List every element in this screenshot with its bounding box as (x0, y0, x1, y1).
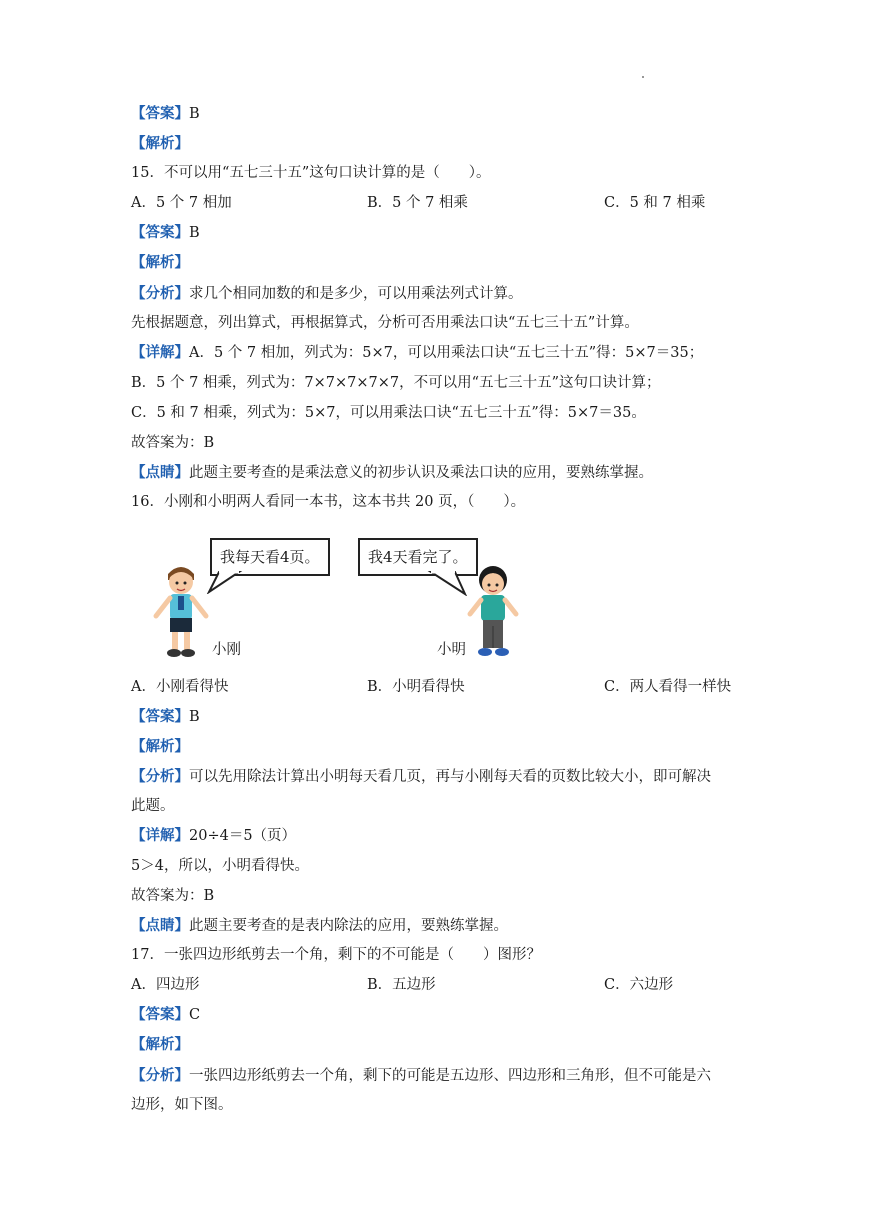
q15-xiangjie1: 【详解】A．5 个 7 相加，列式为：5×7，可以用乘法口诀“五七三十五”得：5×7＝35； (131, 344, 704, 361)
name-xiaoming: 小明 (437, 642, 466, 658)
q17-analysis: 【解析】 (131, 1036, 189, 1053)
q16-fenxi: 【分析】可以先用除法计算出小明每天看几页，再与小刚每天看的页数比较大小，即可解决 (131, 768, 711, 785)
q17-option-b: B．五边形 (367, 977, 436, 993)
q16-option-a: A．小刚看得快 (131, 679, 229, 695)
q17-option-a: A．四边形 (131, 977, 200, 993)
q17-fenxi: 【分析】一张四边形纸剪去一个角，剩下的可能是五边形、四边形和三角形，但不可能是六 (131, 1067, 711, 1084)
q15-fenxi: 【分析】求几个相同加数的和是多少，可以用乘法列式计算。 (131, 285, 523, 302)
q17-stem: 17．一张四边形纸剪去一个角，剩下的不可能是（ ）图形？ (131, 947, 541, 963)
q15-option-c: C．5 和 7 相乘 (604, 195, 706, 211)
q15-analysis: 【解析】 (131, 254, 189, 271)
q16-conclusion: 故答案为：B (131, 888, 215, 904)
q16-analysis: 【解析】 (131, 738, 189, 755)
q15-conclusion: 故答案为：B (131, 435, 215, 451)
q14-analysis: 【解析】 (131, 135, 189, 152)
q16-answer: 【答案】B (131, 708, 200, 725)
q17-option-c: C．六边形 (604, 977, 674, 993)
speech-bubble-right: 我4天看完了。 (358, 538, 478, 576)
name-xiaogang: 小刚 (212, 642, 241, 658)
q14-answer: 【答案】B (131, 105, 200, 122)
q15-xiangjie3: C．5 和 7 相乘，列式为：5×7，可以用乘法口诀“五七三十五”得：5×7＝35。 (131, 405, 646, 421)
boy-xiaogang-illustration (150, 560, 212, 660)
q15-fenxi2: 先根据题意，列出算式，再根据算式，分析可否用乘法口诀“五七三十五”计算。 (131, 315, 639, 331)
q16-xiangjie1: 【详解】20÷4＝5（页） (131, 827, 297, 844)
q15-option-a: A．5 个 7 相加 (131, 195, 232, 211)
q16-xiangjie2: 5＞4，所以，小明看得快。 (131, 858, 309, 874)
q17-fenxi-cont: 边形，如下图。 (131, 1097, 233, 1113)
q16-option-c: C．两人看得一样快 (604, 679, 732, 695)
q15-option-b: B．5 个 7 相乘 (367, 195, 468, 211)
q17-answer: 【答案】C (131, 1006, 201, 1023)
q15-answer: 【答案】B (131, 224, 200, 241)
q16-option-b: B．小明看得快 (367, 679, 465, 695)
q16-dianjing: 【点睛】此题主要考查的是表内除法的应用，要熟练掌握。 (131, 917, 508, 934)
boy-xiaoming-illustration (462, 560, 524, 660)
page-mark (642, 76, 644, 78)
q15-stem: 15．不可以用“五七三十五”这句口诀计算的是（ ）。 (131, 165, 491, 181)
q16-stem: 16．小刚和小明两人看同一本书，这本书共 20 页，（ ）。 (131, 494, 526, 510)
q15-xiangjie2: B．5 个 7 相乘，列式为：7×7×7×7×7，不可以用“五七三十五”这句口诀计算； (131, 375, 661, 391)
speech-bubble-left: 我每天看4页。 (210, 538, 330, 576)
q15-dianjing: 【点睛】此题主要考查的是乘法意义的初步认识及乘法口诀的应用，要熟练掌握。 (131, 464, 653, 481)
q16-fenxi-cont: 此题。 (131, 798, 175, 814)
